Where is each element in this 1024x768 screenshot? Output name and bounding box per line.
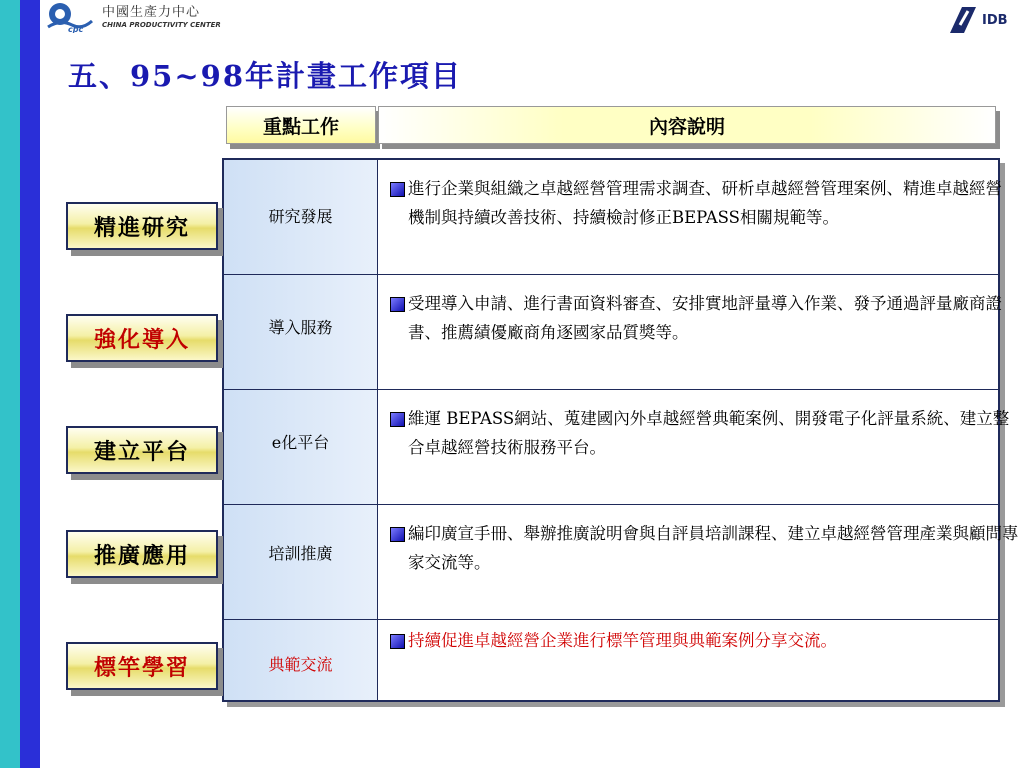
column-header-key-work: 重點工作: [226, 106, 376, 144]
cpc-logo-mark-icon: [44, 1, 94, 33]
description-cell: [386, 404, 1014, 462]
org-name-cn: 中國生產力中心: [102, 4, 201, 20]
page-title: 五、95~98年計畫工作項目: [68, 59, 463, 93]
work-items-table: [222, 158, 1019, 702]
table-row: [224, 620, 998, 700]
table-row: [224, 275, 1002, 390]
square-bullet-icon: [390, 182, 405, 197]
svg-text:cpc: cpc: [68, 25, 84, 33]
description-text: 編印廣宣手冊、舉辦推廣說明會與自評員培訓課程、建立卓越經營管理產業與顧問專家交流等。: [408, 524, 1019, 572]
category-pill: 強化導入: [66, 314, 218, 362]
table-row: [224, 505, 1019, 620]
work-cell: 典範交流: [224, 620, 378, 700]
work-cell: e化平台: [224, 390, 378, 504]
cpc-logo: [44, 0, 221, 34]
work-cell: 導入服務: [224, 275, 378, 389]
idb-logo-mark-icon: [946, 5, 980, 35]
left-accent-bar-blue: [20, 0, 40, 768]
description-text: 持續促進卓越經營企業進行標竿管理與典範案例分享交流。: [408, 631, 837, 650]
description-text: 進行企業與組織之卓越經營管理需求調查、研析卓越經營管理案例、精進卓越經營機制與持續改善技術、持續檢討修正BEPASS相關規範等。: [408, 179, 1002, 227]
left-accent-bar-cyan: [0, 0, 20, 768]
description-cell: [386, 519, 1024, 577]
description-cell: [386, 174, 1014, 232]
idb-logo: [946, 4, 1018, 36]
description-text: 受理導入申請、進行書面資料審查、安排實地評量導入作業、發予通過評量廠商證書、推薦績優廠商角逐國家品質獎等。: [408, 294, 1002, 342]
square-bullet-icon: [390, 634, 405, 649]
description-cell: [386, 289, 1014, 347]
square-bullet-icon: [390, 527, 405, 542]
square-bullet-icon: [390, 297, 405, 312]
square-bullet-icon: [390, 412, 405, 427]
category-pill: 建立平台: [66, 426, 218, 474]
category-pill: 推廣應用: [66, 530, 218, 578]
category-pill: 精進研究: [66, 202, 218, 250]
description-text: 維運 BEPASS網站、蒐建國內外卓越經營典範案例、開發電子化評量系統、建立整合卓越經營技術服務平台。: [408, 409, 1010, 457]
idb-logo-text: IDB: [982, 12, 1008, 28]
table-row: [224, 160, 1002, 275]
table-row: [224, 390, 1010, 505]
work-cell: 培訓推廣: [224, 505, 378, 619]
description-cell: [386, 626, 1014, 655]
work-cell: 研究發展: [224, 160, 378, 274]
column-header-description: 內容說明: [378, 106, 996, 144]
category-pill: 標竿學習: [66, 642, 218, 690]
org-name-en: CHINA PRODUCTIVITY CENTER: [102, 20, 221, 29]
